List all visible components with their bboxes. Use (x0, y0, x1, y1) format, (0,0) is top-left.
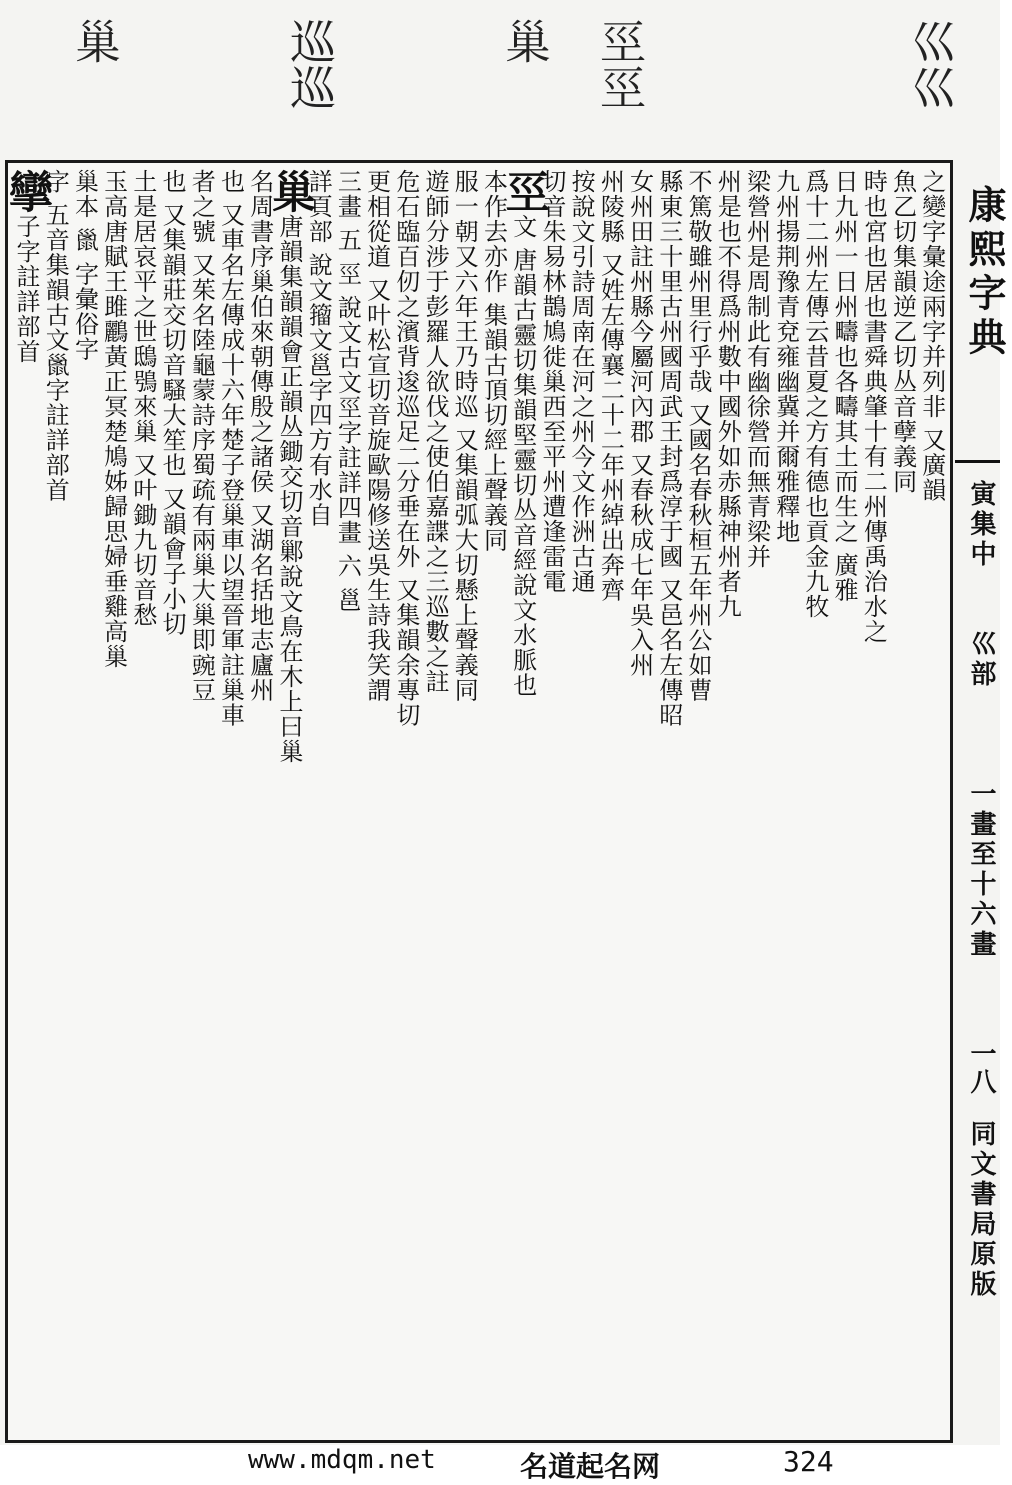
column-text: 女州田註州縣今屬河內郡 又春秋成七年吳入州 (625, 169, 654, 678)
text-column (713, 169, 741, 1434)
seal-glyph: 巠巠 (593, 18, 647, 110)
column-text: 更相從道 又叶松宣切音旋歐陽修送吳生詩我笑謂 (362, 169, 391, 703)
publisher-label: 同文書局原版 (966, 1120, 996, 1300)
header-divider (955, 460, 1000, 463)
column-text: 按說文引詩周南在河之州今文作洲古通 (567, 169, 596, 594)
text-columns (1, 169, 946, 1434)
seal-glyph: 巢 (498, 18, 552, 64)
headword: 巢 (263, 169, 315, 214)
column-text: 名周書序巢伯來朝傳殷之諸侯 又湖名括地志廬州 (245, 169, 274, 703)
website-link[interactable]: www.mdqm.net (248, 1445, 436, 1475)
text-column (263, 169, 315, 1434)
column-text: 土是居哀平之世鴟鴞來巢 又叶鋤九切音愁 (128, 169, 157, 628)
column-text: 詳頁部 說文籀文邕字四方有水自 (304, 169, 333, 528)
text-column (859, 169, 887, 1434)
text-column (772, 169, 800, 1434)
text-column (684, 169, 712, 1434)
text-column (363, 169, 391, 1434)
text-column (655, 169, 683, 1434)
text-column (1, 169, 52, 1434)
column-text: 梁營州是周制此有幽徐營而無青梁并 (742, 169, 771, 569)
column-text: 者之號 又茱名陸龜蒙詩序蜀疏有兩巢大巢即豌豆 (187, 169, 216, 703)
column-text: 日九州一日州疇也各疇其土而生之 廣雅 (830, 169, 859, 603)
text-column (596, 169, 624, 1434)
column-text: 時也宮也居也書舜典肇十有二州傳禹治水之 (859, 169, 888, 644)
column-text: 爲十二州左傳云昔夏之方有德也貢金九牧 (800, 169, 829, 619)
column-text: 之變字彙途兩字并列非 又廣韻 (917, 169, 946, 503)
column-text: 魚乙切集韻逆乙切丛音孽義同 (888, 169, 917, 494)
column-text: 唐韻集韻韻會正韻丛鋤交切音鄛說文鳥在木上曰巢 (274, 214, 303, 764)
text-column (830, 169, 858, 1434)
page-number-chinese: 一八 (966, 1040, 996, 1096)
site-name: 名道起名网 (520, 1450, 661, 1483)
text-column (742, 169, 770, 1434)
text-column (217, 169, 245, 1434)
text-column (392, 169, 420, 1434)
column-text: 州是也不得爲州數中國外如赤縣神州者九 (713, 169, 742, 619)
text-column (538, 169, 566, 1434)
seal-glyph: 巛巛 (903, 18, 957, 110)
seal-glyph: 巡巡 (283, 18, 337, 110)
column-text: 也 又車名左傳成十六年楚子登巢車以望晉軍註巢車 (216, 169, 245, 728)
column-text: 危石臨百仞之濱背逡巡足二分垂在外 又集韻余專切 (391, 169, 420, 728)
column-text: 子字註詳部首 (12, 214, 40, 364)
headword: 攣 (1, 169, 52, 214)
text-column (421, 169, 449, 1434)
column-text: 九州揚荆豫青兗雍幽冀并爾雅釋地 (771, 169, 800, 544)
text-column (333, 169, 361, 1434)
text-column (801, 169, 829, 1434)
headword: 巠 (497, 169, 549, 214)
text-column (41, 169, 69, 1434)
radical-label: 巛部 (966, 630, 996, 690)
stroke-range-label: 一畫至十六畫 (966, 780, 996, 960)
column-text: 切音朱易林鵲鳩徙巢西至平州遭逢雷電 (537, 169, 566, 594)
text-column (158, 169, 186, 1434)
text-column (480, 169, 508, 1434)
seal-script-strip (0, 0, 1000, 158)
book-title: 康熙字典 (962, 185, 1007, 361)
text-column (450, 169, 478, 1434)
column-text: 遊師分涉于彭羅人欲伐之使伯嘉諜之三巡數之註 (421, 169, 450, 694)
column-text: 字 五音集韻古文巤字註詳部首 (41, 169, 70, 503)
text-column (304, 169, 332, 1434)
column-text: 玉高唐賦王雎鸝黃正冥楚鳩姊歸思婦垂雞高巢 (99, 169, 128, 669)
column-text: 巢本 巤 字彙俗字 (70, 169, 99, 362)
text-column (70, 169, 98, 1434)
seal-glyph: 巢 (68, 18, 122, 64)
column-text: 縣東三十里古州國周武王封爲淳于國 又邑名左傳昭 (654, 169, 683, 728)
column-text: 服一朝又六年王乃時巡 又集韻弧大切懸上聲義同 (450, 169, 479, 703)
text-frame (1, 160, 953, 1443)
page-number: 324 (783, 1445, 834, 1478)
text-column (129, 169, 157, 1434)
column-text: 州陵縣 又姓左傳襄二十二年州綽出奔齊 (596, 169, 625, 603)
column-text: 也 又集韻莊交切音騷大笙也 又韻會子小切 (158, 169, 187, 637)
column-text: 不篤敬雖州里行乎哉 又國名春秋桓五年州公如曹 (684, 169, 713, 703)
text-column (626, 169, 654, 1434)
column-text: 本作去亦作 集韻古頂切經上聲義同 (479, 169, 508, 553)
text-column (918, 169, 946, 1434)
text-column (889, 169, 917, 1434)
column-text: 文 唐韻古靈切集韻堅靈切丛音經說文水脈也 (508, 214, 537, 698)
footer-bar (0, 1445, 1000, 1483)
page-header (955, 160, 1007, 1443)
section-label: 寅集中 (966, 480, 996, 570)
text-column (187, 169, 215, 1434)
text-column (567, 169, 595, 1434)
text-column (100, 169, 128, 1434)
text-column (497, 169, 549, 1434)
column-text: 三畫 五 巠 說文古文巠字註詳四畫 六 邕 (333, 169, 362, 613)
text-column (246, 169, 274, 1434)
